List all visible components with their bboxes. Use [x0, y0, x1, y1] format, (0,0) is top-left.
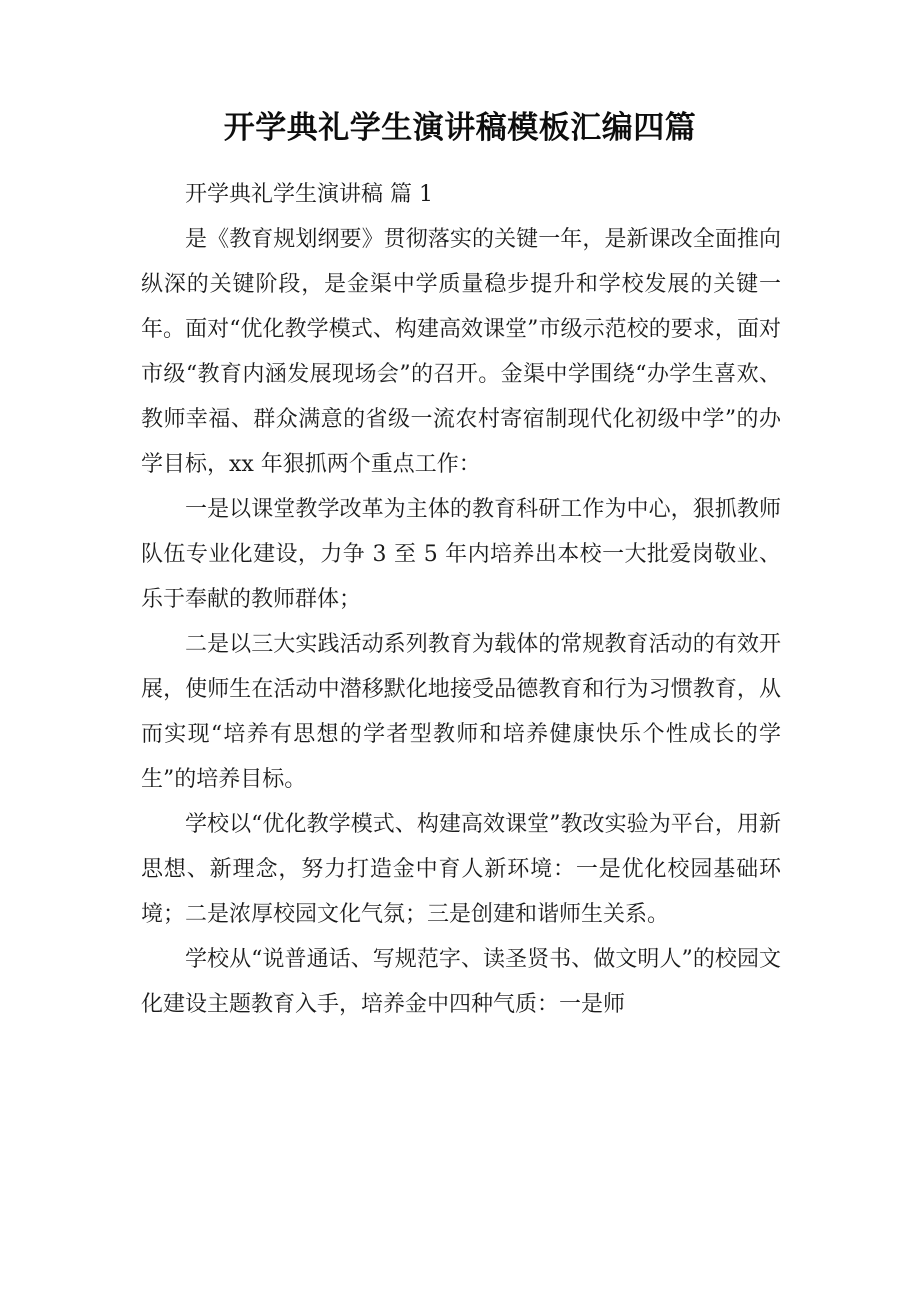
paragraph-1: 是《教育规划纲要》贯彻落实的关键一年，是新课改全面推向纵深的关键阶段，是金渠中学质量稳步提升和学校发展的关键一年。面对“优化教学模式、构建高效课堂”市级示范校的要求，面对市级“教育内涵发展现场会”的召开。金渠中学围绕“办学生喜欢、教师幸福、群众满意的省级一流农村寄宿制现代化初级中学”的办学目标，xx 年狠抓两个重点工作： — [141, 227, 781, 477]
section-heading: 开学典礼学生演讲稿 篇 1 — [185, 182, 433, 207]
paragraph-5: 学校从“说普通话、写规范字、读圣贤书、做文明人”的校园文化建设主题教育入手，培养金中四种气质：一是师 — [141, 947, 781, 1017]
document-title: 开学典礼学生演讲稿模板汇编四篇 — [223, 110, 697, 146]
paragraph-4: 学校以“优化教学模式、构建高效课堂”教改实验为平台，用新思想、新理念，努力打造金中育人新环境：一是优化校园基础环境；二是浓厚校园文化气氛；三是创建和谐师生关系。 — [141, 812, 781, 927]
paragraph-3: 二是以三大实践活动系列教育为载体的常规教育活动的有效开展，使师生在活动中潜移默化地接受品德教育和行为习惯教育，从而实现“培养有思想的学者型教师和培养健康快乐个性成长的学生”的培养目标。 — [141, 632, 781, 792]
paragraph-2: 一是以课堂教学改革为主体的教育科研工作为中心，狠抓教师队伍专业化建设，力争 3 至 5 年内培养出本校一大批爱岗敬业、乐于奉献的教师群体； — [141, 497, 781, 612]
document-body — [141, 172, 781, 1027]
